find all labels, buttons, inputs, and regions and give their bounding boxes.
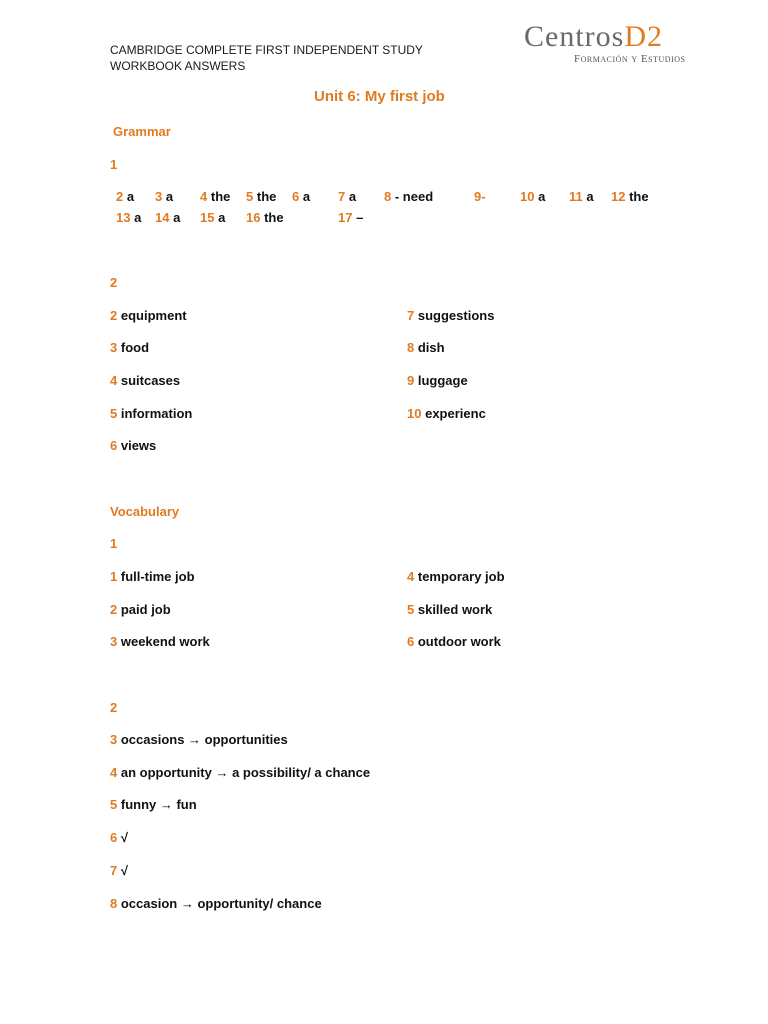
answer-item: 5 skilled work — [407, 602, 493, 617]
answer-item: 9- — [474, 189, 486, 204]
answer-item: 6 views — [110, 438, 157, 453]
logo-d2-text: D2 — [624, 20, 663, 53]
answer-item: 3 food — [110, 340, 150, 355]
answer-item: 1 full-time job — [110, 569, 195, 584]
answer-item: 10 experienc — [407, 406, 486, 421]
grammar-exercise-1-number: 1 — [110, 157, 118, 172]
answer-item: 7 suggestions — [407, 308, 495, 323]
answer-item: 17 – — [338, 210, 364, 225]
answer-item: 4 an opportunity → a possibility/ a chance — [110, 765, 371, 780]
answer-item: 15 a — [200, 210, 226, 225]
answer-item: 3 a — [155, 189, 174, 204]
vocabulary-heading: Vocabulary — [110, 504, 180, 519]
grammar-exercise-2-number: 2 — [110, 275, 118, 290]
answer-item: 3 occasions → opportunities — [110, 732, 288, 747]
answer-item: 14 a — [155, 210, 181, 225]
unit-title: Unit 6: My first job — [314, 88, 445, 105]
logo-wordmark — [524, 20, 663, 54]
answer-item: 6 a — [292, 189, 311, 204]
vocabulary-exercise-2-number: 2 — [110, 700, 118, 715]
answer-item: 16 the — [246, 210, 284, 225]
answer-item: 2 paid job — [110, 602, 171, 617]
header-title-line2: WORKBOOK ANSWERS — [110, 59, 246, 73]
answer-item: 7 a — [338, 189, 357, 204]
answer-item: 8 dish — [407, 340, 445, 355]
header-title-line1: CAMBRIDGE COMPLETE FIRST INDEPENDENT STUDY — [110, 43, 423, 57]
answer-item: 5 information — [110, 406, 193, 421]
answer-item: 6 √ — [110, 830, 128, 845]
answer-item: 3 weekend work — [110, 634, 210, 649]
answer-item: 11 a — [569, 189, 594, 204]
document-header — [110, 42, 423, 74]
answer-item: 8 - need — [384, 189, 434, 204]
answer-item: 2 a — [116, 189, 135, 204]
centros-d2-logo — [524, 20, 724, 70]
answer-item: 12 the — [611, 189, 649, 204]
answer-item: 4 suitcases — [110, 373, 181, 388]
answer-item: 4 temporary job — [407, 569, 505, 584]
answer-item: 10 a — [520, 189, 546, 204]
answer-item: 6 outdoor work — [407, 634, 501, 649]
answer-item: 13 a — [116, 210, 142, 225]
answer-item: 5 funny → fun — [110, 797, 197, 812]
logo-subtitle: Formación y Estudios — [574, 53, 686, 65]
logo-main-text: Centros — [524, 20, 625, 53]
vocabulary-exercise-1-number: 1 — [110, 536, 118, 551]
answer-item: 2 equipment — [110, 308, 187, 323]
answer-item: 8 occasion → opportunity/ chance — [110, 896, 322, 911]
grammar-heading: Grammar — [113, 124, 171, 139]
answer-item: 4 the — [200, 189, 231, 204]
answer-item: 7 √ — [110, 863, 128, 878]
answer-item: 5 the — [246, 189, 277, 204]
answer-item: 9 luggage — [407, 373, 468, 388]
